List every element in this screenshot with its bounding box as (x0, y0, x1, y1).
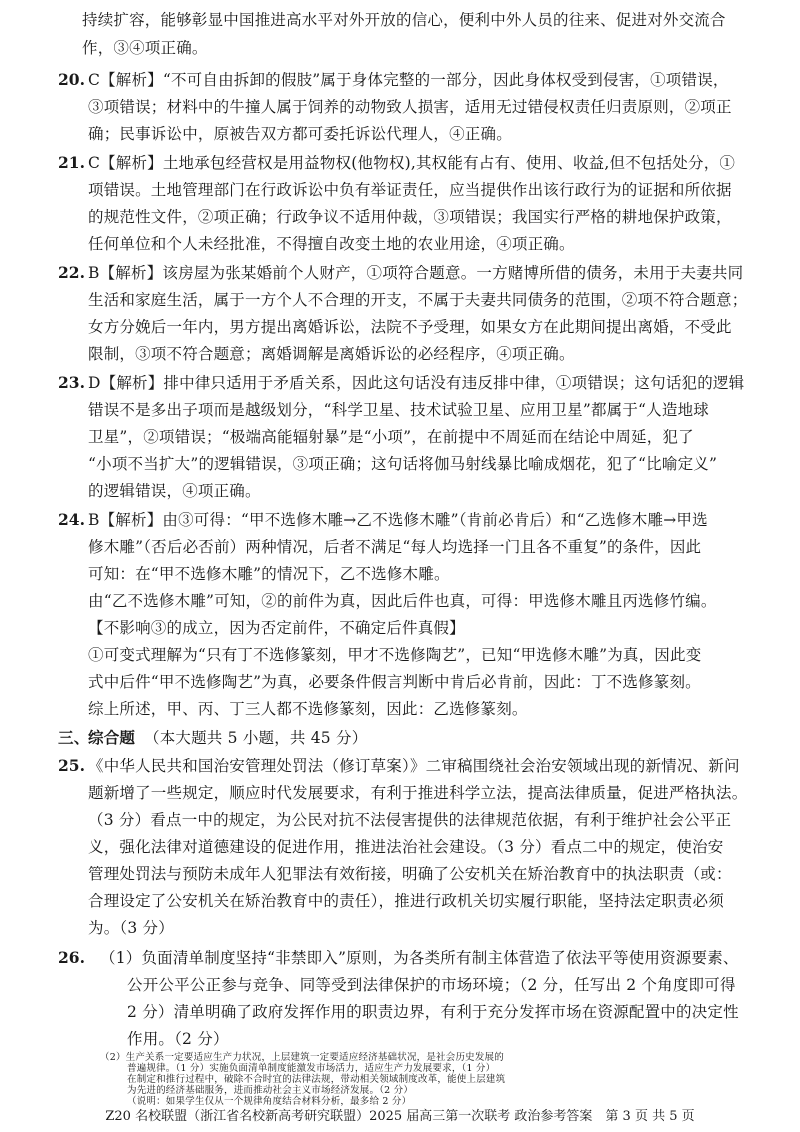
q22-line-4: 限制，③项不符合题意；离婚调解是离婚诉讼的必经程序，④项正确。 (88, 345, 575, 363)
q26-p2-line-5: （说明：如果学生仅从一个规律角度结合材料分析，最多给 2 分） (127, 1096, 412, 1107)
q26-p2-line-3: 在制定和推行过程中，破除不合时宜的法律法规，带动相关领域制度改革，能使上层建筑 (127, 1074, 506, 1085)
q26-p1-line-1: （1）负面清单制度坚持“非禁即入”原则，为各类所有制主体营造了依法平等使用资源要素、 (100, 949, 739, 967)
q25-line-3: （3 分）看点一中的规定，为公民对抗不法侵害提供的法律规范依据，有利于维护社会公平正 (88, 811, 732, 829)
q21-line-1: C【解析】土地承包经营权是用益物权(他物权),其权能有占有、使用、收益,但不包括处分，① (88, 154, 736, 172)
q24-line-2: 修木雕”（否后必否前）两种情况，后者不满足“每人均选择一门且各不重复”的条件，因此 (88, 538, 702, 556)
q24-line-1: B【解析】由③可得：“甲不选修木雕→乙不选修木雕”（肯前必肯后）和“乙选修木雕→甲选 (88, 511, 708, 529)
q22-number: 22. (58, 263, 85, 282)
continuation-line-1: 持续扩容，能够彰显中国推进高水平对外开放的信心，便利中外人员的往来、促进对外交流合 (82, 11, 726, 29)
q26-number: 26. (58, 948, 85, 967)
q21-line-3: 的规范性文件，②项正确；行政争议不适用仲裁，③项错误；我国实行严格的耕地保护政策， (88, 208, 732, 226)
q24-line-6: ①可变式理解为“只有丁不选修篆刻，甲才不选修陶艺”，已知“甲选修木雕”为真，因此变 (88, 646, 702, 664)
q22-line-3: 女方分娩后一年内，男方提出离婚诉讼，法院不予受理，如果女方在此期间提出离婚，不受此 (88, 318, 732, 336)
section3-note: （本大题共 5 小题，共 45 分） (144, 729, 368, 747)
continuation-line-2: 作，③④项正确。 (82, 39, 208, 57)
q21-line-4: 任何单位和个人未经批准，不得擅自改变土地的农业用途，④项正确。 (88, 235, 575, 253)
q25-line-6: 合理设定了公安机关在矫治教育中的责任），推进行政机关切实履行职能，坚持法定职责必须 (88, 892, 724, 910)
q26-p1-line-4: 作用。（2 分） (127, 1030, 229, 1048)
q22-line-2: 生活和家庭生活，属于一方个人不合理的开支，不属于夫妻共同债务的范围，②项不符合题意； (88, 291, 748, 309)
q25-line-4: 义，强化法律对道德建设的促进作用，推进法治社会建设。（3 分）看点二中的规定，使治安 (88, 838, 724, 856)
q24-line-7: 式中后件“甲不选修陶艺”为真，必要条件假言判断中肯后必肯前，因此：丁不选修篆刻。 (88, 673, 701, 691)
q23-line-2: 错误不是多出子项而是越级划分，“科学卫星、技术试验卫星、应用卫星”都属于“人造地球 (88, 401, 709, 419)
q20-line-3: 确；民事诉讼中，原被告双方都可委托诉讼代理人，④正确。 (88, 125, 512, 143)
q24-line-3: 可知：在“甲不选修木雕”的情况下，乙不选修木雕。 (88, 565, 450, 583)
section3-title: 综合题 (88, 728, 136, 747)
q25-line-7: 为。（3 分） (88, 919, 174, 937)
q24-line-5: 【不影响③的成立，因为否定前件，不确定后件真假】 (88, 619, 465, 637)
q25-number: 25. (58, 756, 85, 775)
q26-p1-line-3: 2 分）清单明确了政府发挥作用的职责边界，有利于充分发挥市场在资源配置中的决定性 (127, 1003, 739, 1021)
q23-number: 23. (58, 373, 85, 392)
q25-line-2: 题新增了一些规定，顺应时代发展要求，有利于推进科学立法，提高法律质量，促进严格执法。 (88, 784, 748, 802)
q23-line-3: 卫星”，②项错误；“极端高能辐射暴”是“小项”，在前提中不周延而在结论中周延，犯了 (88, 428, 694, 446)
q24-line-4: 由“乙不选修木雕”可知，②的前件为真，因此后件也真，可得：甲选修木雕且丙选修竹编。 (88, 592, 717, 610)
q26-p2-line-1: （2）生产关系一定要适应生产力状况，上层建筑一定要适应经济基础状况，是社会历史发展的 (100, 1052, 504, 1063)
q20-line-2: ③项错误；材料中的牛撞人属于饲养的动物致人损害，适用无过错侵权责任归责原则，②项正 (88, 98, 732, 116)
q21-number: 21. (58, 153, 85, 172)
q23-line-4: “小项不当扩大”的逻辑错误，③项正确；这句话将伽马射线暴比喻成烟花，犯了“比喻定义” (88, 455, 718, 473)
q26-p2-line-4: 为先进的经济基础服务，进而推动社会主义市场经济发展。（2 分） (127, 1085, 414, 1096)
q21-line-2: 项错误。土地管理部门在行政诉讼中负有举证责任，应当提供作出该行政行为的证据和所依据 (88, 181, 732, 199)
q22-line-1: B【解析】该房屋为张某婚前个人财产，①项符合题意。一方赌博所借的债务，未用于夫妻共同 (88, 264, 744, 282)
section3-number: 三、 (58, 728, 90, 747)
q25-line-5: 管理处罚法与预防未成年人犯罪法有效衔接，明确了公安机关在矫治教育中的执法职责（或： (88, 865, 732, 883)
q20-number: 20. (58, 70, 85, 89)
q26-p1-line-2: 公开公平公正参与竞争、同等受到法律保护的市场环境；（2 分，任写出 2 个角度即可得 (127, 976, 736, 994)
page-footer: Z20 名校联盟（浙江省名校新高考研究联盟）2025 届高三第一次联考 政治参考答案 第 3 页 共 5 页 (105, 1109, 695, 1124)
q25-line-1: 《中华人民共和国治安管理处罚法（修订草案）》二审稿围绕社会治安领域出现的新情况、新问 (88, 757, 740, 775)
q23-line-5: 的逻辑错误，④项正确。 (88, 482, 261, 500)
q23-line-1: D【解析】排中律只适用于矛盾关系，因此这句话没有违反排中律，①项错误；这句话犯的逻辑 (88, 374, 745, 392)
q20-line-1: C【解析】“不可自由拆卸的假肢”属于身体完整的一部分，因此身体权受到侵害，①项错误， (88, 71, 729, 89)
q26-p2-line-2: 普遍规律。（1 分）实施负面清单制度能激发市场活力，适应生产力发展要求，（1 分） (127, 1063, 496, 1074)
q24-line-8: 综上所述，甲、丙、丁三人都不选修篆刻，因此：乙选修篆刻。 (88, 700, 528, 718)
q24-number: 24. (58, 510, 85, 529)
